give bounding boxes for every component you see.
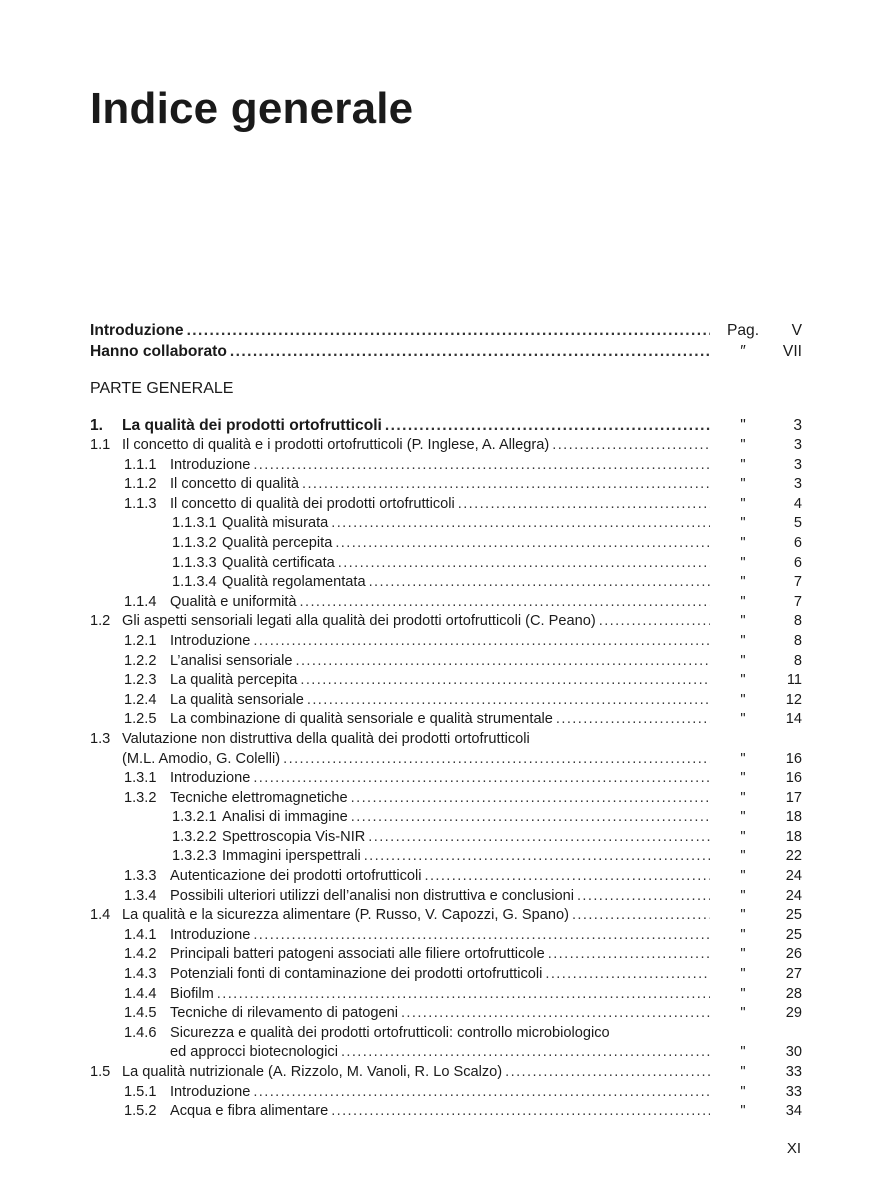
page-marker: " xyxy=(740,515,746,532)
page-marker: " xyxy=(740,770,746,787)
leader-dots xyxy=(300,671,710,691)
entry-label: Potenziali fonti di contaminazione dei prodotti ortofrutticoli xyxy=(170,966,543,983)
entry-label: La qualità dei prodotti ortofrutticoli xyxy=(122,417,382,434)
leader-dots xyxy=(338,554,710,574)
leader-dots xyxy=(505,1063,710,1083)
toc-entry[interactable] xyxy=(90,652,802,672)
page-number: 26 xyxy=(785,946,802,963)
page-number: VII xyxy=(782,343,802,360)
entry-number: 1.3.3 xyxy=(124,868,157,885)
toc-entry[interactable] xyxy=(90,985,802,1005)
toc-entry[interactable] xyxy=(90,887,802,907)
entry-label: Sicurezza e qualità dei prodotti ortofrutticoli: controllo microbiologico xyxy=(170,1024,610,1041)
entry-label: Introduzione xyxy=(90,322,184,339)
entry-number: 1.4.3 xyxy=(124,966,157,983)
page-marker: " xyxy=(740,1103,746,1120)
page-marker: " xyxy=(740,672,746,689)
entry-label: ed approcci biotecnologici xyxy=(170,1044,338,1061)
page-number: 16 xyxy=(785,770,802,787)
entry-number: 1.4.6 xyxy=(124,1024,157,1041)
entry-number: 1.1.3.4 xyxy=(172,574,217,591)
page-number: 22 xyxy=(785,848,802,865)
page-marker: " xyxy=(740,711,746,728)
entry-number: 1.1.2 xyxy=(124,476,157,493)
leader-dots xyxy=(369,573,710,593)
page-number: 3 xyxy=(793,476,802,493)
page-number: 11 xyxy=(786,672,802,689)
entry-label: La qualità percepita xyxy=(170,672,298,689)
entry-label: Possibili ulteriori utilizzi dell’analisi non distruttiva e conclusioni xyxy=(170,887,574,904)
page-number: 7 xyxy=(793,574,802,591)
page-number: 6 xyxy=(793,554,802,571)
leader-dots xyxy=(599,612,710,632)
page-number: 5 xyxy=(793,515,802,532)
page-number: 33 xyxy=(785,1064,802,1080)
toc-entry[interactable] xyxy=(90,808,802,828)
leader-dots xyxy=(351,789,710,809)
page-marker: " xyxy=(740,437,746,453)
entry-number: 1.5 xyxy=(90,1064,111,1080)
toc-entry[interactable] xyxy=(90,926,802,946)
entry-label: (M.L. Amodio, G. Colelli) xyxy=(122,750,281,767)
entry-number: 1.3.2.1 xyxy=(172,809,217,826)
page-marker: " xyxy=(740,1064,746,1080)
entry-number: 1.5.1 xyxy=(124,1083,157,1100)
page-number: 3 xyxy=(793,417,802,434)
leader-dots xyxy=(253,769,710,789)
leader-dots xyxy=(552,436,710,456)
page-marker: " xyxy=(740,828,746,845)
page-number: 12 xyxy=(785,691,802,708)
entry-label: Tecniche elettromagnetiche xyxy=(170,789,348,806)
page-number: 8 xyxy=(793,632,802,649)
entry-label: Qualità certificata xyxy=(222,554,335,571)
leader-dots xyxy=(556,710,710,730)
page-marker: " xyxy=(740,574,746,591)
entry-number: 1.4.5 xyxy=(124,1005,157,1022)
page-marker: " xyxy=(740,907,746,924)
leader-dots xyxy=(572,906,710,926)
leader-dots xyxy=(307,691,710,711)
entry-label: Introduzione xyxy=(170,456,251,473)
leader-dots xyxy=(253,632,710,652)
page-marker: " xyxy=(740,456,746,473)
entry-label: Qualità percepita xyxy=(222,534,333,551)
page-marker: " xyxy=(740,593,746,610)
entry-label: Il concetto di qualità e i prodotti ortofrutticoli (P. Inglese, A. Allegra) xyxy=(122,437,550,453)
page-marker: " xyxy=(740,868,746,885)
entry-number: 1.3.4 xyxy=(124,887,157,904)
toc-entry-introduzione[interactable] xyxy=(90,320,802,341)
toc-entry[interactable] xyxy=(90,750,802,770)
entry-label: Introduzione xyxy=(170,632,251,649)
leader-dots xyxy=(217,985,710,1005)
entry-label: Qualità regolamentata xyxy=(222,574,366,591)
leader-dots xyxy=(401,1004,710,1024)
page-marker: " xyxy=(740,750,746,767)
page-marker: " xyxy=(740,417,746,434)
leader-dots xyxy=(341,1043,710,1063)
entry-number: 1.2.4 xyxy=(124,691,157,708)
leader-dots xyxy=(577,887,710,907)
entry-label: La combinazione di qualità sensoriale e qualità strumentale xyxy=(170,711,553,728)
leader-dots xyxy=(253,926,710,946)
toc-entry[interactable] xyxy=(90,789,802,809)
page-marker: " xyxy=(740,1005,746,1022)
toc-entry[interactable] xyxy=(90,554,802,574)
page-marker: " xyxy=(740,534,746,551)
page-number: 6 xyxy=(793,534,802,551)
toc-entry[interactable] xyxy=(90,612,802,632)
entry-number: 1.3.1 xyxy=(124,770,157,787)
entry-label: Il concetto di qualità dei prodotti ortofrutticoli xyxy=(170,495,455,512)
entry-number: 1.1.3.1 xyxy=(172,515,217,532)
entry-label: Hanno collaborato xyxy=(90,343,227,360)
page-marker: " xyxy=(740,495,746,512)
page-marker: " xyxy=(740,1044,746,1061)
leader-dots xyxy=(283,750,710,770)
page-marker: " xyxy=(740,632,746,649)
page-marker: " xyxy=(740,652,746,669)
entry-number: 1.3.2.3 xyxy=(172,848,217,865)
entry-label: La qualità nutrizionale (A. Rizzolo, M. Vanoli, R. Lo Scalzo) xyxy=(122,1064,503,1080)
page-marker: " xyxy=(740,966,746,983)
entry-label: Il concetto di qualità xyxy=(170,476,299,493)
part-heading xyxy=(90,378,802,400)
entry-number: 1.2.5 xyxy=(124,711,157,728)
entry-label: Introduzione xyxy=(170,770,251,787)
toc-entry[interactable] xyxy=(90,415,802,436)
entry-number: 1.1.4 xyxy=(124,593,157,610)
toc-entries xyxy=(90,415,802,1122)
leader-dots xyxy=(545,965,710,985)
entry-number: 1.4.2 xyxy=(124,946,157,963)
page-number: 14 xyxy=(785,711,802,728)
entry-label: Gli aspetti sensoriali legati alla qualità dei prodotti ortofrutticoli (C. Peano) xyxy=(122,613,596,630)
leader-dots xyxy=(296,652,710,672)
toc-entry[interactable] xyxy=(90,436,802,456)
leader-dots xyxy=(351,808,710,828)
entry-label: Tecniche di rilevamento di patogeni xyxy=(170,1005,398,1022)
toc-entry[interactable] xyxy=(90,828,802,848)
entry-number: 1.4 xyxy=(90,907,111,924)
entry-number: 1.1.3.3 xyxy=(172,554,217,571)
entry-number: 1.2 xyxy=(90,613,111,630)
entry-label: La qualità e la sicurezza alimentare (P. Russo, V. Capozzi, G. Spano) xyxy=(122,907,569,924)
entry-number: 1.1.3 xyxy=(124,495,157,512)
page-marker: " xyxy=(740,789,746,806)
entry-label: Immagini iperspettrali xyxy=(222,848,361,865)
leader-dots xyxy=(335,534,710,554)
toc-entry[interactable] xyxy=(90,945,802,965)
page-number: 8 xyxy=(793,652,802,669)
entry-label: Acqua e fibra alimentare xyxy=(170,1103,329,1120)
page-number: 3 xyxy=(793,456,802,473)
leader-dots xyxy=(253,456,710,476)
toc-entry[interactable] xyxy=(90,1004,802,1024)
toc-entry[interactable] xyxy=(90,456,802,476)
page-marker: ″ xyxy=(740,343,746,360)
toc-entry[interactable] xyxy=(90,1083,802,1103)
entry-label: Valutazione non distruttiva della qualità dei prodotti ortofrutticoli xyxy=(122,730,530,747)
toc-entry[interactable] xyxy=(90,593,802,613)
toc-entry[interactable] xyxy=(90,1043,802,1063)
toc-entry[interactable] xyxy=(90,906,802,926)
leader-dots xyxy=(300,593,710,613)
entry-label: Introduzione xyxy=(170,1083,251,1100)
entry-number: 1.1.1 xyxy=(124,456,157,473)
leader-dots xyxy=(253,1083,710,1103)
entry-number: 1.2.2 xyxy=(124,652,157,669)
page-number: 8 xyxy=(793,613,802,630)
page-number: 24 xyxy=(785,887,802,904)
page-number: 24 xyxy=(785,868,802,885)
toc-entry[interactable] xyxy=(90,691,802,711)
toc-entry[interactable] xyxy=(90,847,802,867)
page-marker: " xyxy=(740,946,746,963)
page-number-footer: XI xyxy=(786,1140,801,1157)
page-marker: " xyxy=(740,476,746,493)
toc-entry[interactable] xyxy=(90,1063,802,1083)
page-number: 27 xyxy=(785,966,802,983)
entry-label: Spettroscopia Vis-NIR xyxy=(222,828,366,845)
leader-dots xyxy=(458,495,710,515)
entry-number: 1.5.2 xyxy=(124,1103,157,1120)
entry-label: Qualità e uniformità xyxy=(170,593,297,610)
page-number: 34 xyxy=(785,1103,802,1120)
page-marker: " xyxy=(740,1083,746,1100)
page-marker: Pag. xyxy=(726,322,760,339)
leader-dots xyxy=(385,415,710,436)
page-number: 4 xyxy=(793,495,802,512)
page-number: 18 xyxy=(785,828,802,845)
leader-dots xyxy=(187,320,710,341)
entry-label: Analisi di immagine xyxy=(222,809,348,826)
toc-entry[interactable] xyxy=(90,475,802,495)
leader-dots xyxy=(548,945,710,965)
toc-entry-hanno-collaborato[interactable] xyxy=(90,341,802,362)
entry-number: 1.3 xyxy=(90,730,111,747)
page-number: 28 xyxy=(785,985,802,1002)
page-number: 16 xyxy=(785,750,802,767)
entry-number: 1.3.2 xyxy=(124,789,157,806)
page-marker: " xyxy=(740,809,746,826)
entry-number: 1.1.3.2 xyxy=(172,534,217,551)
page-number: 7 xyxy=(793,593,802,610)
toc-entry[interactable] xyxy=(90,495,802,515)
entry-label: La qualità sensoriale xyxy=(170,691,304,708)
entry-label: Autenticazione dei prodotti ortofrutticoli xyxy=(170,868,422,885)
page-number: V xyxy=(791,322,802,339)
entry-label: Biofilm xyxy=(170,985,214,1002)
page-marker: " xyxy=(740,691,746,708)
page-number: 25 xyxy=(785,926,802,943)
page-number: 25 xyxy=(785,907,802,924)
page-number: 17 xyxy=(785,789,802,806)
entry-number: 1.4.1 xyxy=(124,926,157,943)
entry-number: 1.4.4 xyxy=(124,985,157,1002)
toc-entry[interactable] xyxy=(90,514,802,534)
entry-label: Introduzione xyxy=(170,926,251,943)
leader-dots xyxy=(302,475,710,495)
toc-entry[interactable] xyxy=(90,534,802,554)
page-marker: " xyxy=(740,926,746,943)
toc-entry[interactable] xyxy=(90,573,802,593)
page-marker: " xyxy=(740,554,746,571)
part-title: PARTE GENERALE xyxy=(90,380,234,397)
page-number: 3 xyxy=(793,437,802,453)
toc-entry[interactable] xyxy=(90,965,802,985)
leader-dots xyxy=(331,514,710,534)
leader-dots xyxy=(368,828,710,848)
entry-number: 1.2.3 xyxy=(124,672,157,689)
leader-dots xyxy=(364,847,710,867)
entry-number: 1.1 xyxy=(90,437,111,453)
entry-label: L’analisi sensoriale xyxy=(170,652,293,669)
page-marker: " xyxy=(740,887,746,904)
page-number: 30 xyxy=(785,1044,802,1061)
leader-dots xyxy=(230,341,710,362)
entry-number: 1.2.1 xyxy=(124,632,157,649)
page-title: Indice generale xyxy=(90,84,414,133)
page-marker: " xyxy=(740,985,746,1002)
page-number: 33 xyxy=(785,1083,802,1100)
toc-entry[interactable] xyxy=(90,867,802,887)
entry-label: Principali batteri patogeni associati alle filiere ortofrutticole xyxy=(170,946,545,963)
toc-entry[interactable] xyxy=(90,710,802,730)
toc-entry[interactable] xyxy=(90,769,802,789)
page-number: 18 xyxy=(785,809,802,826)
entry-label: Qualità misurata xyxy=(222,515,329,532)
page-marker: " xyxy=(740,848,746,865)
page-marker: " xyxy=(740,613,746,630)
table-of-contents xyxy=(90,320,802,1122)
leader-dots xyxy=(331,1102,710,1122)
toc-entry[interactable] xyxy=(90,671,802,691)
toc-entry[interactable] xyxy=(90,1024,802,1044)
toc-entry[interactable] xyxy=(90,1102,802,1122)
toc-entry[interactable] xyxy=(90,632,802,652)
page-number: 29 xyxy=(785,1005,802,1022)
leader-dots xyxy=(424,867,710,887)
toc-entry[interactable] xyxy=(90,730,802,750)
entry-number: 1. xyxy=(90,417,104,434)
entry-number: 1.3.2.2 xyxy=(172,828,217,845)
